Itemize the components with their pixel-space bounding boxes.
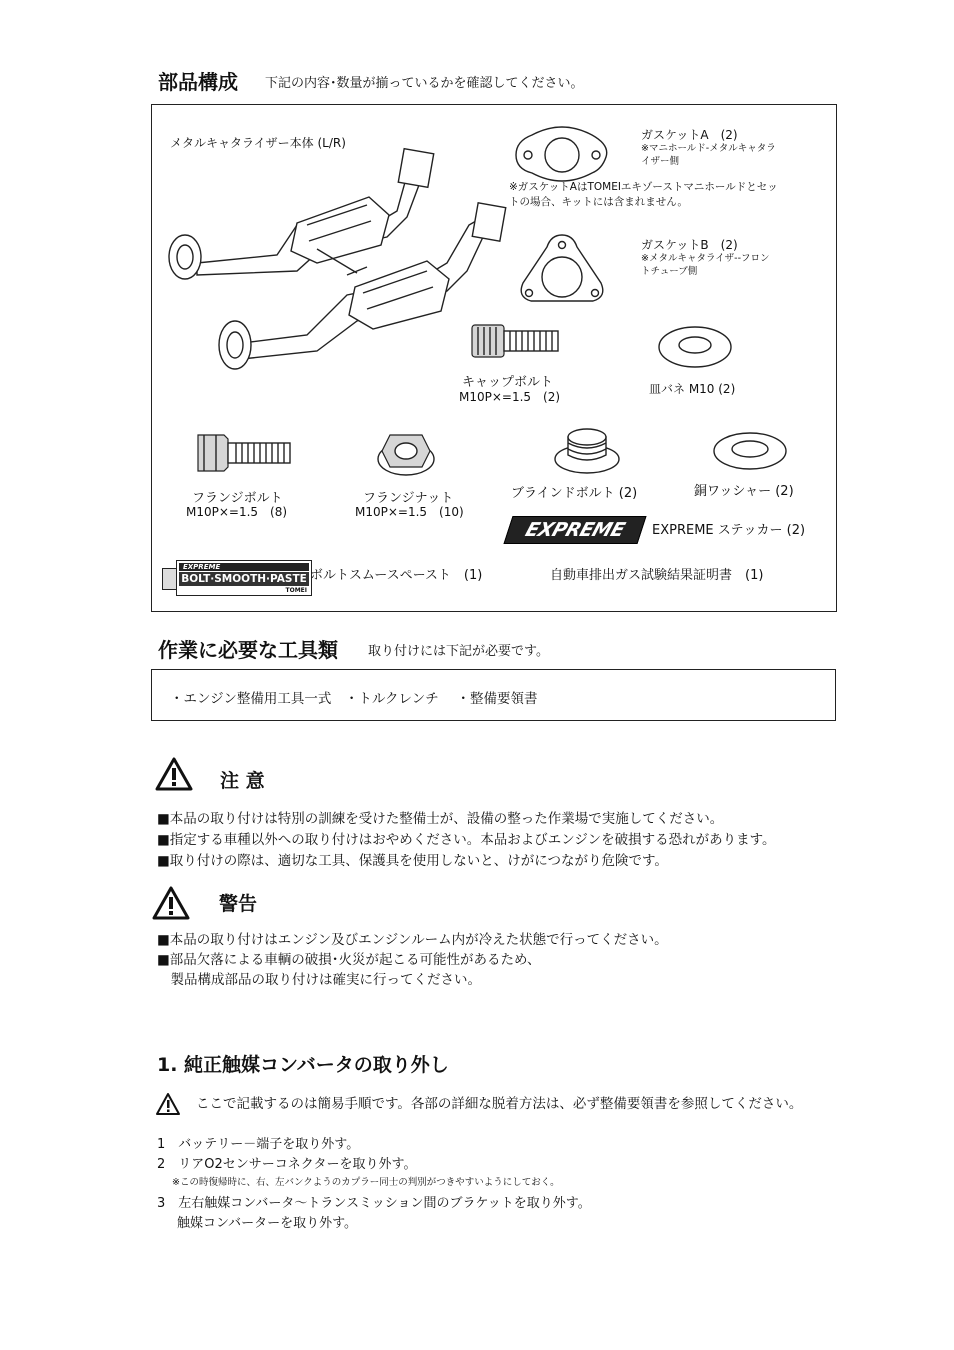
sticker-logo-text: EXPREME xyxy=(522,519,628,541)
warning-line-2: ■部品欠落による車輌の破損･火災が起こる可能性があるため、 xyxy=(157,952,541,968)
cap-bolt-name: キャップボルト xyxy=(462,375,554,390)
flange-bolt-spec: M10P×=1.5 (8) xyxy=(186,505,288,519)
certificate-label: 自動車排出ガス試験結果証明書 (1) xyxy=(550,568,764,583)
parts-subtitle: 下記の内容･数量が揃っているかを確認してください。 xyxy=(265,76,584,91)
parts-title: 部品構成 xyxy=(158,70,238,94)
gasket-a-note2: イザー側 xyxy=(641,156,680,167)
section1-note: ここで記載するのは簡易手順です。各部の詳細な脱着方法は、必ず整備要領書を参照してください。 xyxy=(196,1096,803,1112)
gasket-a-warning2: トの場合、キットには含まれません。 xyxy=(509,196,688,208)
gasket-b-icon xyxy=(517,233,607,305)
disc-spring-label: 皿バネ M10 (2) xyxy=(649,382,736,396)
paste-tube-icon: EXPREME BOLT·SMOOTH·PASTE TOMEI xyxy=(162,560,312,596)
step-2-note: ※この時復帰時に、右、左バンクようのカプラー同士の判別がつきやすいようにしておく。 xyxy=(172,1177,560,1188)
gasket-b-note1: ※メタルキャタライザ--フロン xyxy=(641,253,770,264)
blind-bolt-icon xyxy=(552,425,622,475)
tools-subtitle: 取り付けには下記が必要です。 xyxy=(368,644,549,659)
section1-title: 1. 純正触媒コンバータの取り外し xyxy=(157,1054,449,1076)
step-1: 1 バッテリー－端子を取り外す。 xyxy=(157,1137,360,1152)
copper-washer-icon xyxy=(712,431,788,471)
caution-line-2: ■指定する車種以外への取り付けはおやめください。本品およびエンジンを破損する恐れがあります。 xyxy=(157,832,776,848)
caution-title: 注 意 xyxy=(220,770,265,792)
catalyst-label: メタルキャタライザー本体 (L/R) xyxy=(170,136,346,150)
flange-nut-spec: M10P×=1.5 (10) xyxy=(355,505,464,519)
warning-line-1: ■本品の取り付けはエンジン及びエンジンルーム内が冷えた状態で行ってください。 xyxy=(157,932,668,948)
warning-title: 警告 xyxy=(219,893,258,915)
expreme-sticker-icon xyxy=(503,516,646,544)
warning-triangle-icon xyxy=(155,757,193,791)
cap-bolt-icon xyxy=(470,323,562,359)
gasket-a-warning1: ※ガスケットAはTOMEIエキゾーストマニホールドとセッ xyxy=(509,181,778,193)
parts-box xyxy=(151,104,837,612)
step-3: 3 左右触媒コンバータ～トランスミッション間のブラケットを取り外す。 xyxy=(157,1196,591,1211)
sticker-label: EXPREME ステッカー (2) xyxy=(652,523,806,538)
disc-spring-icon xyxy=(657,325,733,369)
step-3-cont: 触媒コンバーターを取り外す。 xyxy=(177,1216,358,1231)
caution-line-1: ■本品の取り付けは特別の訓練を受けた整備士が、設備の整った作業場で実施してください。 xyxy=(157,811,724,827)
gasket-a-title: ガスケットA (2) xyxy=(641,128,738,142)
gasket-a-note1: ※マニホールド-メタルキャタラ xyxy=(641,143,776,154)
warning-triangle-icon xyxy=(155,1092,181,1116)
flange-bolt-name: フランジボルト xyxy=(192,491,283,506)
copper-washer-label: 銅ワッシャー (2) xyxy=(694,484,794,499)
paste-label: ボルトスムースペースト (1) xyxy=(310,568,483,583)
gasket-b-note2: トチューブ側 xyxy=(641,266,698,277)
gasket-a-icon xyxy=(512,125,612,185)
warning-triangle-icon xyxy=(152,886,190,920)
tools-box xyxy=(151,669,836,721)
step-2: 2 リアO2センサーコネクターを取り外す。 xyxy=(157,1157,417,1172)
tools-list: ・エンジン整備用工具一式 ・トルクレンチ ・整備要領書 xyxy=(170,691,538,707)
catalyst-illustration xyxy=(157,145,517,395)
blind-bolt-label: ブラインドボルト (2) xyxy=(511,486,638,501)
flange-nut-icon xyxy=(376,423,436,479)
flange-nut-name: フランジナット xyxy=(363,491,454,506)
caution-line-3: ■取り付けの際は、適切な工具、保護具を使用しないと、けがにつながり危険です。 xyxy=(157,853,668,869)
flange-bolt-icon xyxy=(194,431,294,475)
gasket-b-title: ガスケットB (2) xyxy=(641,238,738,252)
warning-line-3: 製品構成部品の取り付けは確実に行ってください。 xyxy=(157,972,481,988)
cap-bolt-spec: M10P×=1.5 (2) xyxy=(459,390,561,404)
tools-title: 作業に必要な工具類 xyxy=(158,638,338,662)
